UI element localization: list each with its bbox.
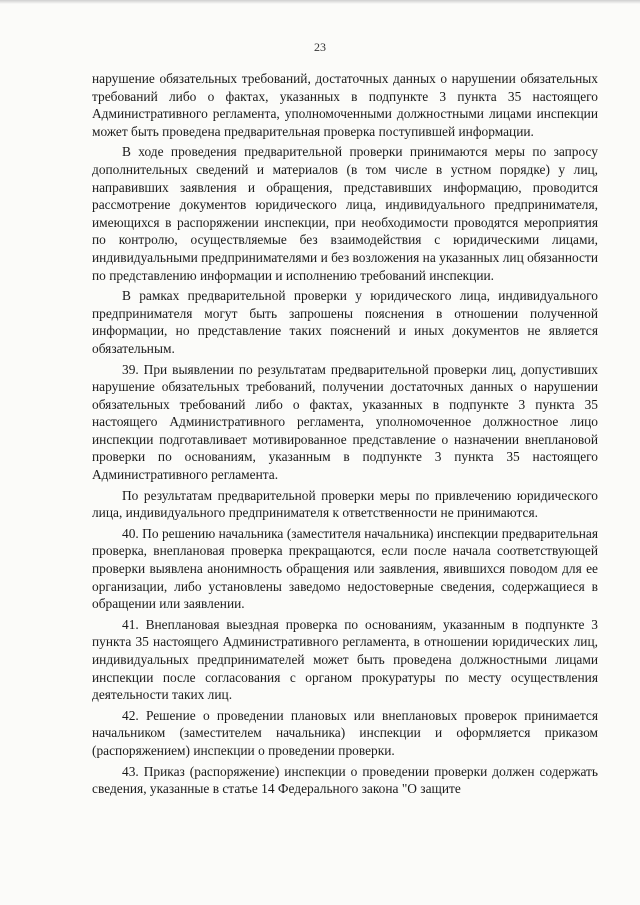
paragraph-explanations: В рамках предварительной проверки у юридического лица, индивидуального предпринимателя могут быть запрошены пояснения в отношении полученной информации, но представление таких пояснений и иных документов не является обязательным. xyxy=(92,288,598,356)
paragraph-41: 41. Внеплановая выездная проверка по основаниям, указанным в подпункте 3 пункта 35 настоящего Административного регламента, в отношении юридических лиц, индивидуальных предпринимателей может быть проведена должностными лицами инспекции после согласования с органом прокуратуры по месту осуществления деятельности таких лиц. xyxy=(92,616,598,703)
paragraph-43: 43. Приказ (распоряжение) инспекции о проведении проверки должен содержать сведения, указанные в статье 14 Федерального закона "О защите xyxy=(92,763,598,797)
paragraph-39: 39. При выявлении по результатам предварительной проверки лиц, допустивших нарушение обязательных требований, получении достаточных данных о нарушении обязательных требований либо о фактах, указанных в подпункте 3 пункта 35 настоящего Административного регламента, уполномоченное должностное лицо инспекции подготавливает мотивированное представление о назначении внеплановой проверки по основаниям, указанным в подпункте 3 пункта 35 настоящего Административного регламента. xyxy=(92,361,598,483)
page-number: 23 xyxy=(314,40,326,54)
scan-edge xyxy=(0,0,640,4)
paragraph-preliminary-check: В ходе проведения предварительной проверки принимаются меры по запросу дополнительных сведений и материалов (в том числе в устном порядке) у лиц, направивших заявления и обращения, представивших информацию, проводится рассмотрение документов юридического лица, индивидуального предпринимателя, имеющихся в распоряжении инспекции, при необходимости проводятся мероприятия по контролю, осуществляемые без взаимодействия с юридическими лицами, индивидуальными предпринимателями и без возложения на указанных лиц обязанности по представлению информации и исполнению требований инспекции. xyxy=(92,144,598,283)
paragraph-42: 42. Решение о проведении плановых или внеплановых проверок принимается начальником (заместителем начальника) инспекции и оформляется приказом (распоряжением) инспекции о проведении проверки. xyxy=(92,707,598,758)
paragraph-no-liability: По результатам предварительной проверки меры по привлечению юридического лица, индивидуального предпринимателя к ответственности не принимаются. xyxy=(92,487,598,521)
document-body xyxy=(92,70,598,801)
paragraph-continuation: нарушение обязательных требований, достаточных данных о нарушении обязательных требований либо о фактах, указанных в подпункте 3 пункта 35 настоящего Административного регламента, уполномоченными должностными лицами инспекции может быть проведена предварительная проверка поступившей информации. xyxy=(92,71,598,139)
paragraph-40: 40. По решению начальника (заместителя начальника) инспекции предварительная проверка, внеплановая проверка прекращаются, если после начала соответствующей проверки выявлена анонимность обращения или заявления, явившихся поводом для ее организации, либо установлены заведомо недостоверные сведения, содержащиеся в обращении или заявлении. xyxy=(92,525,598,612)
